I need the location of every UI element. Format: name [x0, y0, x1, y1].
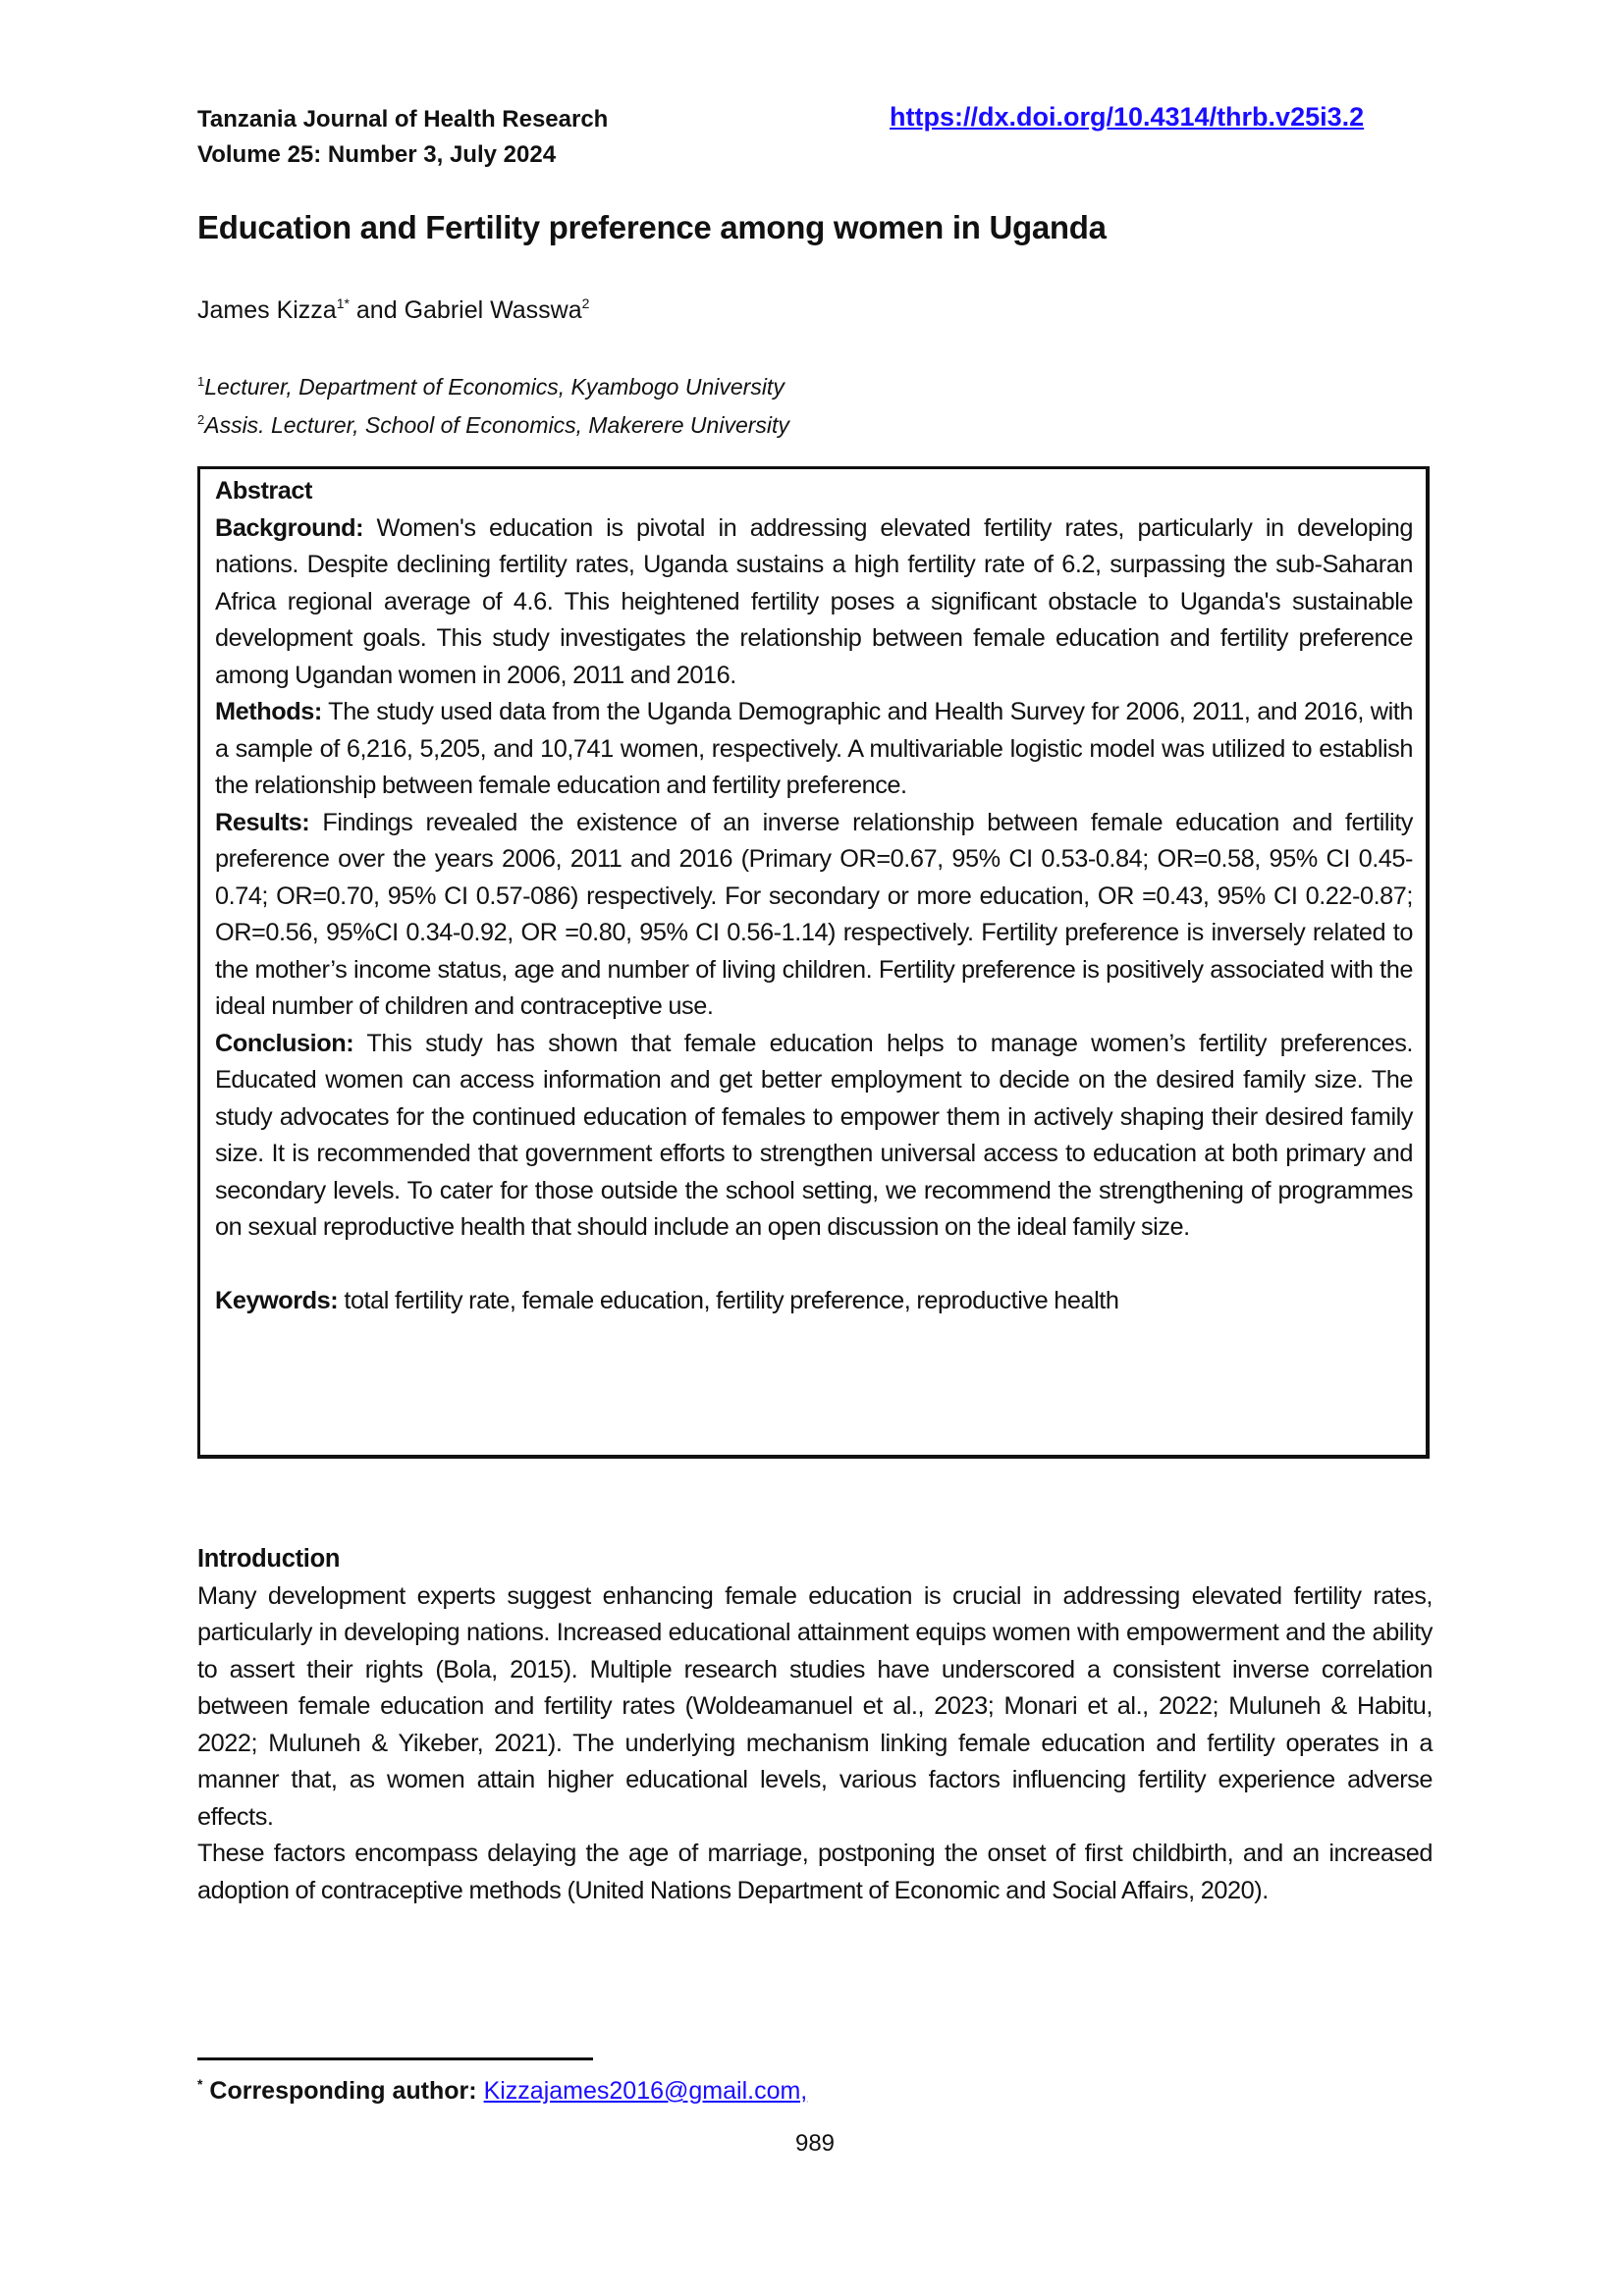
footnote-mark: *	[197, 2076, 203, 2092]
conclusion-label: Conclusion:	[215, 1029, 354, 1057]
journal-name: Tanzania Journal of Health Research	[197, 106, 609, 133]
methods-text: The study used data from the Uganda Demographic and Health Survey for 2006, 2011, and 2016, with a sample of 6,216, 5,205, and 10,741 women, respectively. A multivariable logistic model was utilized to establish the relationship between female education and fertility preference.	[215, 698, 1413, 799]
affiliation-item	[197, 403, 789, 442]
footnote-divider	[197, 2057, 593, 2060]
methods-label: Methods:	[215, 698, 322, 725]
background-label: Background:	[215, 513, 364, 542]
page-number: 989	[794, 2130, 836, 2157]
introduction-paragraph: These factors encompass delaying the age of marriage, postponing the onset of first childbirth, and an increased adoption of contraceptive methods (United Nations Department of Economic and Social Affairs, 2020).	[197, 1840, 1433, 1904]
results-label: Results:	[215, 808, 310, 836]
keywords-text: total fertility rate, female education, fertility preference, reproductive health	[338, 1286, 1119, 1314]
introduction-paragraph: Many development experts suggest enhancing female education is crucial in addressing elevated fertility rates, particularly in developing nations. Increased educational attainment equips women with empowerment and the ability to assert their rights (Bola, 2015). Multiple research studies have underscored a consistent inverse correlation between female education and fertility rates (Woldeamanuel et al., 2023; Monari et al., 2022; Muluneh & Habitu, 2022; Muluneh & Yikeber, 2021). The underlying mechanism linking female education and fertility operates in a manner that, as women attain higher educational levels, various factors influencing fertility experience adverse effects.	[197, 1581, 1433, 1831]
abstract-box	[197, 466, 1430, 1459]
journal-header	[197, 102, 608, 173]
author-name: Gabriel Wasswa	[404, 296, 582, 324]
affiliation-mark: 2	[197, 412, 205, 427]
abstract-background	[215, 510, 1413, 695]
affiliation-item	[197, 365, 789, 403]
introduction-heading: Introduction	[197, 1545, 341, 1573]
abstract-keywords	[215, 1283, 1413, 1320]
introduction-section	[197, 1541, 1433, 1909]
footnote	[197, 2076, 807, 2106]
doi-link[interactable]: https://dx.doi.org/10.4314/thrb.v25i3.2	[890, 102, 1365, 132]
journal-volume: Volume 25: Number 3, July 2024	[197, 141, 557, 168]
author-mark: 1*	[336, 295, 350, 311]
author-joiner: and	[349, 296, 405, 324]
abstract-results	[215, 805, 1413, 1026]
footnote-label: Corresponding author:	[202, 2077, 484, 2105]
results-text: Findings revealed the existence of an inverse relationship between female education and fertility preference over the years 2006, 2011 and 2016 (Primary OR=0.67, 95% CI 0.53-0.84; OR=0.58, 95% CI 0.45-0.74; OR=0.70, 95% CI 0.57-086) respectively. For secondary or more education, OR =0.43, 95% CI 0.22-0.87; OR=0.56, 95%CI 0.34-0.92, OR =0.80, 95% CI 0.56-1.14) respectively. Fertility preference is inversely related to the mother’s income status, age and number of living children. Fertility preference is positively associated with the ideal number of children and contraceptive use.	[215, 808, 1413, 1020]
conclusion-text: This study has shown that female education helps to manage women’s fertility preferences. Educated women can access information and get better employment to decide on the desired family size. The study advocates for the continued education of females to empower them in actively shaping their desired family size. It is recommended that government efforts to strengthen universal access to education at both primary and secondary levels. To cater for those outside the school setting, we recommend the strengthening of programmes on sexual reproductive health that should include an open discussion on the ideal family size.	[215, 1029, 1413, 1241]
keywords-label: Keywords:	[215, 1286, 339, 1314]
article-title: Education and Fertility preference among women in Uganda	[197, 209, 1107, 245]
author-email-link[interactable]: Kizzajames2016@gmail.com,	[483, 2077, 808, 2105]
author-name: James Kizza	[197, 296, 337, 324]
abstract-methods	[215, 694, 1413, 805]
affiliation-text: Assis. Lecturer, School of Economics, Makerere University	[204, 412, 789, 438]
abstract-conclusion	[215, 1026, 1413, 1247]
author-list	[197, 295, 589, 325]
affiliation-text: Lecturer, Department of Economics, Kyambogo University	[204, 374, 785, 400]
affiliations	[197, 365, 789, 442]
abstract-heading: Abstract	[215, 477, 313, 505]
affiliation-mark: 1	[197, 374, 205, 389]
author-mark: 2	[581, 295, 590, 311]
background-text: Women's education is pivotal in addressing elevated fertility rates, particularly in developing nations. Despite declining fertility rates, Uganda sustains a high fertility rate of 6.2, surpassing the sub-Saharan Africa regional average of 4.6. This heightened fertility poses a significant obstacle to Uganda's sustainable development goals. This study investigates the relationship between female education and fertility preference among Ugandan women in 2006, 2011 and 2016.	[215, 513, 1413, 689]
